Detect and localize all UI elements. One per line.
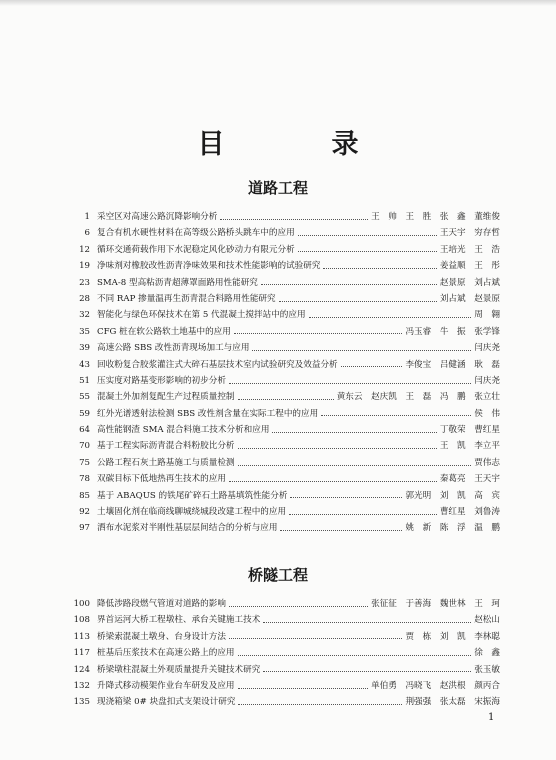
toc-entry-title: SMA-8 型高粘沥青超薄罩面路用性能研究 bbox=[97, 277, 258, 288]
toc-leader-dots bbox=[261, 284, 437, 285]
toc-entry-title: 高性能钢渣 SMA 混合料施工技术分析和应用 bbox=[97, 425, 270, 436]
toc-entry[interactable] bbox=[68, 226, 500, 242]
toc-leader-dots bbox=[234, 333, 403, 334]
toc-entry-page: 124 bbox=[73, 664, 90, 675]
toc-leader-dots bbox=[238, 448, 437, 449]
toc-entry-authors: 单伯勇 冯晓飞 赵洪根 颜丙合 bbox=[371, 680, 500, 691]
toc-entry[interactable] bbox=[68, 505, 500, 521]
toc-entry-page: 23 bbox=[79, 277, 90, 288]
toc-entry-authors: 王培光 王 浩 bbox=[439, 244, 500, 255]
toc-entry-title: 土壤固化剂在临商线聊城绕城段改建工程中的应用 bbox=[97, 507, 287, 518]
toc-entry-authors: 贾 栋 刘 凯 李林聪 bbox=[405, 631, 500, 642]
toc-entry[interactable] bbox=[68, 679, 500, 695]
toc-entry-authors: 张征征 于善海 魏世林 王 珂 bbox=[371, 599, 500, 609]
toc-bridge-tunnel-list bbox=[68, 597, 500, 712]
toc-entry[interactable] bbox=[68, 390, 500, 406]
toc-entry[interactable] bbox=[68, 407, 500, 423]
toc-entry-title: 高速公路 SBS 改性沥青现场加工与应用 bbox=[97, 343, 250, 354]
toc-entry-title: 基于工程实际沥青混合料粉胶比分析 bbox=[97, 441, 235, 452]
toc-entry-title: 洒布水泥浆对半刚性基层层间结合的分析与应用 bbox=[97, 523, 278, 534]
toc-entry[interactable] bbox=[68, 341, 500, 357]
page-title: 目 录 bbox=[197, 129, 399, 160]
toc-entry-authors: 王 凯 李立平 bbox=[439, 441, 500, 452]
toc-leader-dots bbox=[298, 251, 437, 252]
toc-entry[interactable] bbox=[68, 308, 500, 324]
toc-entry-title: 循环交通荷载作用下水泥稳定风化砂动力有限元分析 bbox=[97, 244, 295, 255]
toc-entry-authors: 贾伟志 bbox=[474, 457, 500, 468]
toc-entry[interactable] bbox=[68, 292, 500, 308]
toc-entry[interactable] bbox=[68, 358, 500, 374]
toc-leader-dots bbox=[321, 415, 471, 416]
toc-entry[interactable] bbox=[68, 663, 500, 679]
toc-entry-authors: 赵景原 刘占斌 bbox=[439, 277, 500, 288]
toc-entry-page: 117 bbox=[73, 648, 90, 659]
toc-leader-dots bbox=[229, 638, 403, 639]
toc-entry[interactable] bbox=[68, 613, 500, 629]
toc-leader-dots bbox=[238, 704, 402, 705]
toc-leader-dots bbox=[238, 465, 472, 466]
toc-entry-page: 70 bbox=[79, 441, 90, 452]
toc-leader-dots bbox=[238, 688, 369, 689]
toc-entry-page: 32 bbox=[79, 310, 90, 321]
toc-entry-title: 现浇箱梁 0# 块盘扣式支架设计研究 bbox=[97, 697, 236, 708]
toc-entry-authors: 王天宇 穷存哲 bbox=[439, 228, 500, 239]
toc-entry-authors: 张玉敏 bbox=[474, 664, 500, 675]
toc-entry-title: 采空区对高速公路沉降影响分析 bbox=[97, 212, 218, 222]
toc-entry-page: 6 bbox=[84, 228, 90, 239]
toc-entry-authors: 周 翱 bbox=[474, 310, 500, 321]
toc-leader-dots bbox=[279, 301, 437, 302]
toc-entry-authors: 郭光明 刘 凯 高 宾 bbox=[405, 490, 500, 501]
toc-entry-authors: 赵松山 bbox=[474, 615, 500, 626]
toc-leader-dots bbox=[341, 366, 403, 367]
toc-entry[interactable] bbox=[68, 456, 500, 472]
toc-entry-authors: 秦葛亮 王天宇 bbox=[439, 474, 500, 485]
toc-entry-title: 基于 ABAQUS 的铁尾矿碎石土路基填筑性能分析 bbox=[97, 490, 288, 501]
toc-entry-page: 51 bbox=[79, 375, 90, 386]
toc-entry-title: 红外光谱透射法检测 SBS 改性剂含量在实际工程中的应用 bbox=[97, 408, 319, 419]
toc-entry-title: 净味剂对橡胶改性沥青净味效果和技术性能影响的试验研究 bbox=[97, 261, 321, 272]
toc-entry-page: 59 bbox=[79, 408, 90, 419]
toc-entry-authors: 荆强强 张太磊 宋振海 bbox=[405, 697, 500, 708]
section-heading-bridge-tunnel: 桥隧工程 bbox=[247, 566, 308, 584]
toc-entry-page: 92 bbox=[79, 507, 90, 518]
toc-entry-title: 桥梁索混凝土墩身、台身设计方法 bbox=[97, 631, 226, 642]
toc-entry-page: 75 bbox=[79, 457, 90, 468]
toc-leader-dots bbox=[263, 622, 471, 623]
toc-entry-page: 113 bbox=[73, 631, 90, 642]
toc-entry-authors: 姜益顺 王 彤 bbox=[439, 261, 500, 272]
toc-entry[interactable] bbox=[68, 489, 500, 505]
toc-entry-authors: 李俊宝 吕健涵 耿 磊 bbox=[405, 359, 500, 370]
toc-entry-authors: 冯玉睿 牛 振 张学锋 bbox=[405, 326, 500, 337]
toc-leader-dots bbox=[298, 235, 437, 236]
toc-entry[interactable] bbox=[68, 695, 500, 711]
toc-leader-dots bbox=[229, 481, 437, 482]
toc-leader-dots bbox=[289, 514, 437, 515]
toc-entry[interactable] bbox=[68, 210, 500, 226]
toc-leader-dots bbox=[238, 655, 472, 656]
toc-road-list bbox=[68, 210, 500, 538]
toc-entry-page: 28 bbox=[79, 293, 90, 304]
toc-entry-title: 不同 RAP 掺量温再生沥青混合料路用性能研究 bbox=[97, 293, 276, 304]
toc-entry[interactable] bbox=[68, 630, 500, 646]
toc-entry[interactable] bbox=[68, 243, 500, 259]
toc-entry-title: 压实度对路基变形影响的初步分析 bbox=[97, 375, 226, 386]
toc-entry-title: 桥梁墩柱混凝土外观质量提升关键技术研究 bbox=[97, 664, 261, 675]
page-top-edge bbox=[0, 0, 556, 6]
toc-entry-page: 64 bbox=[79, 425, 90, 436]
toc-entry-page: 19 bbox=[79, 261, 90, 272]
toc-entry[interactable] bbox=[68, 374, 500, 390]
toc-entry-page: 132 bbox=[73, 680, 90, 691]
toc-entry-title: 升降式移动模架作业台车研发及应用 bbox=[97, 680, 235, 691]
toc-entry[interactable] bbox=[68, 325, 500, 341]
toc-entry[interactable] bbox=[68, 472, 500, 488]
toc-entry[interactable] bbox=[68, 439, 500, 455]
toc-entry-page: 108 bbox=[73, 615, 90, 626]
toc-entry[interactable] bbox=[68, 521, 500, 537]
toc-entry-page: 97 bbox=[79, 523, 90, 534]
toc-entry[interactable] bbox=[68, 646, 500, 662]
toc-entry[interactable] bbox=[68, 423, 500, 439]
toc-entry-page: 35 bbox=[79, 326, 90, 337]
toc-entry-title: 降低涉路段燃气管道对道路的影响 bbox=[97, 599, 226, 609]
toc-leader-dots bbox=[252, 350, 471, 351]
toc-entry-title: 混凝土外加剂复配生产过程质量控制 bbox=[97, 392, 235, 403]
toc-leader-dots bbox=[309, 317, 472, 318]
toc-leader-dots bbox=[280, 530, 402, 531]
toc-entry-title: 双碳目标下低地热再生技术的应用 bbox=[97, 474, 226, 485]
toc-entry-authors: 刘占斌 赵景原 bbox=[439, 293, 500, 304]
toc-entry[interactable] bbox=[68, 276, 500, 292]
toc-entry-page: 135 bbox=[73, 697, 90, 708]
toc-entry-title: 智能化与绿色环保技术在第 5 代混凝土搅拌站中的应用 bbox=[97, 310, 306, 321]
toc-entry-authors: 丁敬荣 曹红星 bbox=[439, 425, 500, 436]
toc-entry-authors: 黄东云 赵庆凯 王 磊 冯 鹏 张立壮 bbox=[336, 392, 500, 403]
toc-leader-dots bbox=[290, 497, 402, 498]
toc-entry-title: 回收粉复合胶浆灌注式大碎石基层技术室内试验研究及效益分析 bbox=[97, 359, 338, 370]
toc-leader-dots bbox=[220, 219, 368, 220]
toc-entry-page: 100 bbox=[73, 599, 90, 609]
toc-entry-page: 43 bbox=[79, 359, 90, 370]
toc-entry-authors: 闫庆尧 bbox=[474, 375, 500, 386]
toc-entry-page: 55 bbox=[79, 392, 90, 403]
toc-entry-page: 78 bbox=[79, 474, 90, 485]
page-number: 1 bbox=[488, 712, 495, 723]
toc-entry-title: 界首运河大桥工程墩柱、承台关键施工技术 bbox=[97, 615, 261, 626]
toc-leader-dots bbox=[323, 268, 436, 269]
toc-entry-authors: 侯 伟 bbox=[474, 408, 500, 419]
toc-leader-dots bbox=[229, 606, 368, 607]
toc-entry-title: 桩基后压浆技术在高速公路上的应用 bbox=[97, 648, 235, 659]
toc-leader-dots bbox=[238, 399, 334, 400]
toc-entry-page: 85 bbox=[79, 490, 90, 501]
toc-entry[interactable] bbox=[68, 597, 500, 613]
toc-entry-authors: 王 帅 王 胜 张 鑫 董维俊 bbox=[371, 212, 500, 222]
toc-leader-dots bbox=[272, 432, 436, 433]
toc-entry-authors: 曹红星 刘鲁涛 bbox=[439, 507, 500, 518]
toc-entry-page: 39 bbox=[79, 343, 90, 354]
section-heading-road: 道路工程 bbox=[247, 179, 308, 197]
toc-entry-page: 12 bbox=[79, 244, 90, 255]
toc-entry-authors: 徐 鑫 bbox=[474, 648, 500, 659]
toc-entry[interactable] bbox=[68, 259, 500, 275]
toc-entry-page: 1 bbox=[84, 212, 90, 222]
toc-entry-title: 复合有机水硬性材料在高等级公路桥头跳车中的应用 bbox=[97, 228, 295, 239]
toc-entry-authors: 闫庆尧 bbox=[474, 343, 500, 354]
toc-entry-title: 公路工程石灰土路基施工与质量检测 bbox=[97, 457, 235, 468]
toc-entry-authors: 姚 新 陈 浮 温 鹏 bbox=[405, 523, 500, 534]
toc-leader-dots bbox=[229, 383, 471, 384]
toc-entry-title: CFG 桩在软公路软土地基中的应用 bbox=[97, 326, 231, 337]
toc-leader-dots bbox=[263, 671, 471, 672]
